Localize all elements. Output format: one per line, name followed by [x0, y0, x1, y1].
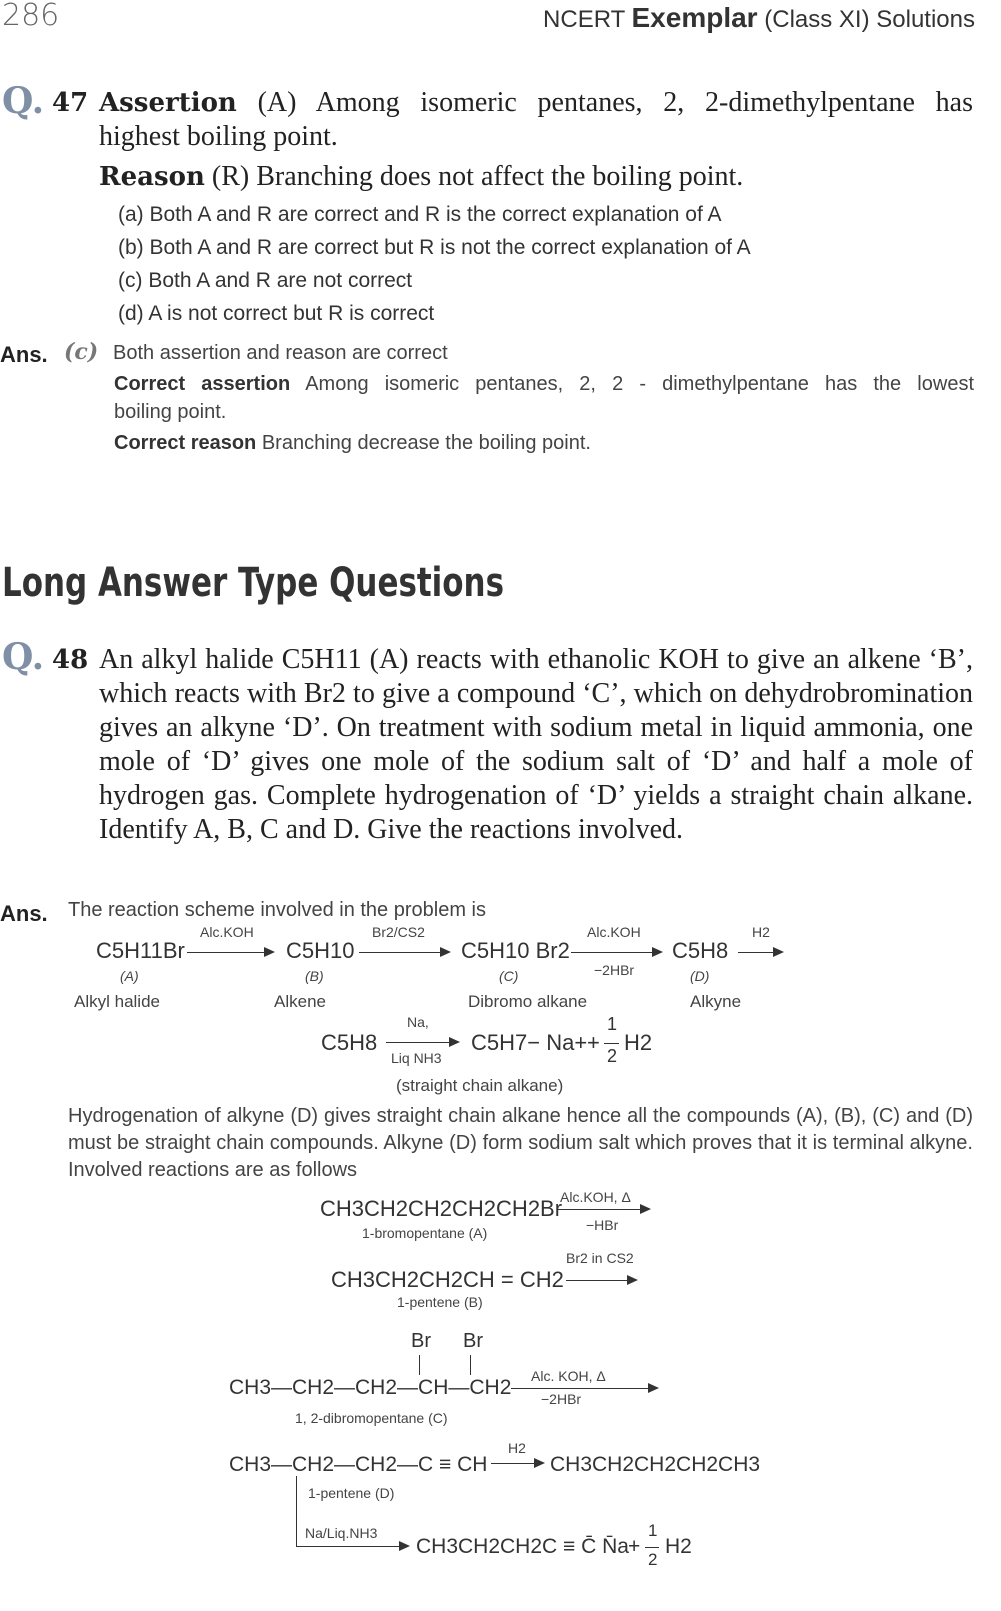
option-d: (d) A is not correct but R is correct	[118, 302, 435, 325]
scheme-c2-tag: (B)	[305, 968, 324, 984]
r4-product: CH3CH2CH2CH2CH3	[550, 1453, 761, 1476]
straight-chain-note: (straight chain alkane)	[396, 1076, 564, 1095]
question-mark-48: Q.	[2, 636, 45, 678]
r3-bottom: −2HBr	[541, 1391, 582, 1407]
correct-reason-text: Branching decrease the boiling point.	[261, 432, 591, 454]
header-prefix: NCERT	[543, 6, 625, 33]
scheme-a2-top: Br2/CS2	[372, 924, 425, 940]
assertion-text: (A) Among isomeric pentanes, 2, 2-dimethylpentane has	[257, 87, 974, 118]
na-top: Na,	[407, 1014, 429, 1030]
explanation: Hydrogenation of alkyne (D) gives straight chain alkane hence all the compounds (A), (B), (C) and (D) must be straight chain compounds. Alkyne (D) form sodium salt which proves that it is terminal alkyne. Involved reactions are as follows	[68, 1105, 973, 1181]
r1-arrow	[557, 1209, 649, 1210]
r2-arrow	[566, 1280, 636, 1281]
correct-reason	[114, 432, 591, 455]
r2-top: Br2 in CS2	[566, 1250, 634, 1266]
scheme-arrow-1	[187, 952, 273, 953]
r1-reactant: CH3CH2CH2CH2CH2Br	[320, 1196, 563, 1221]
q48-text: An alkyl halide C5H11 (A) reacts with ethanolic KOH to give an alkene ‘B’, which reacts with Br2 to give a compound ‘C’, which on dehydrobromination gives an alkyne ‘D’. On treatment with sodium metal in liquid ammonia, one mole of ‘D’ gives one mole of the sodium salt of ‘D’ and half a mole of hydrogen gas. Complete hydrogenation of ‘D’ yields a straight chain alkane. Identify A, B, C and D. Give the reactions involved.	[99, 644, 973, 845]
option-a: (a) Both A and R are correct and R is the correct explanation of A	[118, 203, 722, 226]
r5-frac-bar	[645, 1547, 659, 1548]
section-title: Long Answer Type Questions	[2, 560, 504, 606]
scheme-c1-tag: (A)	[120, 968, 139, 984]
br-bond-2	[470, 1355, 471, 1375]
r2-reactant: CH3CH2CH2CH = CH2	[331, 1267, 564, 1292]
r4-arrow	[491, 1463, 543, 1464]
header-bold: Exemplar	[631, 2, 758, 33]
r1-bottom: −HBr	[586, 1217, 619, 1233]
r1-top: Alc.KOH, Δ	[560, 1189, 631, 1205]
q47-assertion-line1	[99, 87, 973, 119]
correct-reason-label: Correct reason	[114, 432, 257, 454]
r4-name: 1-pentene (D)	[308, 1485, 395, 1501]
r2-name: 1-pentene (B)	[397, 1294, 483, 1310]
r5-product: CH3CH2CH2C ≡ C̄ N̄a	[416, 1535, 629, 1558]
r5-frac-num: 1	[648, 1521, 658, 1540]
scheme-a3-top: Alc.KOH	[587, 924, 641, 940]
r5-reagent: Na/Liq.NH3	[305, 1525, 378, 1541]
na-arrow	[386, 1042, 458, 1043]
reason-text: (R) Branching does not affect the boiling point.	[211, 161, 744, 192]
r3-arrow	[511, 1388, 657, 1389]
scheme-a1-top: Alc.KOH	[200, 924, 254, 940]
r5-frac-den: 2	[648, 1550, 658, 1569]
q47-assertion-line2: highest boiling point.	[99, 121, 338, 152]
scheme-arrow-3	[571, 952, 661, 953]
na-bottom: Liq NH3	[391, 1050, 442, 1066]
r4-top: H2	[508, 1440, 526, 1456]
r5-plus: +	[628, 1535, 641, 1558]
option-c: (c) Both A and R are not correct	[118, 269, 413, 292]
na-frac-num: 1	[607, 1014, 618, 1034]
question-number-47: 47	[52, 88, 89, 118]
na-frac-bar	[604, 1043, 619, 1044]
correct-assertion-label: Correct assertion	[114, 373, 291, 395]
answer-text: Both assertion and reason are correct	[113, 342, 448, 364]
r1-name: 1-bromopentane (A)	[362, 1225, 488, 1241]
answer-choice: (c)	[64, 339, 99, 365]
scheme-c3-name: Dibromo alkane	[468, 992, 588, 1011]
r4-reactant: CH3—CH2—CH2—C ≡ CH	[229, 1453, 488, 1476]
r5-h2: H2	[665, 1535, 692, 1558]
option-b: (b) Both A and R are correct but R is not the correct explanation of A	[118, 236, 751, 259]
correct-assertion-text: Among isomeric pentanes, 2, 2 - dimethylpentane has the lowest	[305, 373, 974, 395]
correct-assertion-line1	[114, 373, 974, 396]
scheme-c4-name: Alkyne	[690, 992, 742, 1011]
question-mark-47: Q.	[2, 80, 45, 122]
scheme-arrow-4	[738, 952, 782, 953]
br-2: Br	[463, 1330, 483, 1352]
r3-top: Alc. KOH, Δ	[531, 1368, 606, 1384]
question-number-48: 48	[52, 645, 89, 675]
scheme-c1: C5H11Br	[96, 938, 185, 963]
q47-reason	[99, 161, 743, 193]
br-bond-1	[419, 1355, 420, 1375]
r3-reactant: CH3—CH2—CH2—CH—CH2	[229, 1376, 512, 1399]
page-number: 286	[2, 0, 60, 33]
header-suffix: (Class XI) Solutions	[764, 6, 975, 33]
scheme-c2: C5H10	[286, 938, 355, 963]
r3-name: 1, 2-dibromopentane (C)	[295, 1410, 448, 1426]
scheme-c1-name: Alkyl halide	[74, 992, 160, 1011]
na-frac-den: 2	[607, 1046, 618, 1066]
scheme-a3-bottom: −2HBr	[594, 962, 635, 978]
na-product: C5H7− Na+	[471, 1030, 588, 1055]
r5-arrow	[296, 1546, 408, 1547]
scheme-c4-tag: (D)	[690, 968, 710, 984]
scheme-c4: C5H8	[672, 938, 729, 963]
assertion-label: Assertion	[99, 88, 237, 118]
answer-label-48: Ans.	[0, 901, 48, 926]
scheme-c3: C5H10 Br2	[461, 938, 570, 963]
r5-down-line	[296, 1476, 297, 1546]
running-header	[543, 2, 975, 34]
answer-label-47: Ans.	[0, 342, 48, 367]
na-reactant: C5H8	[321, 1030, 378, 1055]
scheme-c3-tag: (C)	[499, 968, 519, 984]
scheme-arrow-2	[359, 952, 449, 953]
na-h2: H2	[624, 1030, 653, 1055]
correct-assertion-line2: boiling point.	[114, 401, 227, 423]
reason-label: Reason	[99, 162, 205, 192]
br-1: Br	[411, 1330, 431, 1352]
scheme-a4-top: H2	[752, 924, 770, 940]
na-plus: +	[587, 1030, 600, 1055]
scheme-c2-name: Alkene	[274, 992, 326, 1011]
answer-intro: The reaction scheme involved in the problem is	[68, 899, 486, 921]
